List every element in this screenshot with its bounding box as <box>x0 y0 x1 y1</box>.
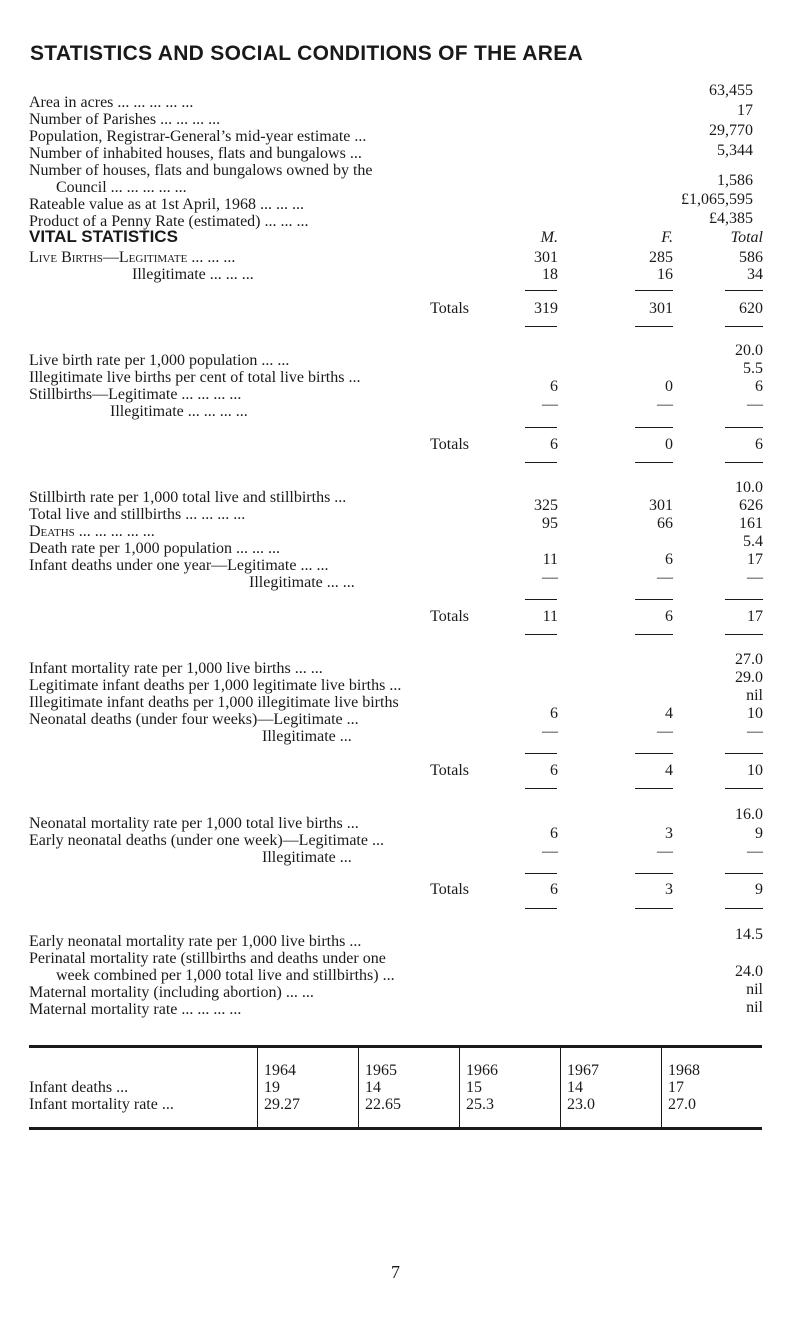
live-births-illegit-label: Illegitimate ... ... ... <box>132 266 254 283</box>
early-neo-total-m: 6 <box>550 881 558 898</box>
table-row <box>29 1079 762 1096</box>
rule <box>635 753 673 754</box>
live-birth-rate-label: Live birth rate per 1,000 population ... ... <box>29 352 290 369</box>
rule <box>635 290 673 291</box>
totals-label: Totals <box>430 608 469 625</box>
rule <box>725 908 763 909</box>
live-births-legit-label: Live Births—Legitimate ... ... ... <box>29 249 236 266</box>
rule <box>635 599 673 600</box>
rule <box>525 427 557 428</box>
rule <box>525 290 557 291</box>
maternal-rate-label: Maternal mortality rate ... ... ... ... <box>29 1001 242 1018</box>
rule <box>525 634 557 635</box>
early-neo-legit-t: 9 <box>755 825 763 842</box>
neonatal-total-m: 6 <box>550 762 558 779</box>
early-neo-illegit-t: — <box>747 843 763 860</box>
page-title: STATISTICS AND SOCIAL CONDITIONS OF THE AREA <box>30 42 583 65</box>
live-births-illegit-f: 16 <box>657 266 673 283</box>
year-cell: 1964 <box>258 1047 359 1080</box>
live-birth-rate-value: 20.0 <box>735 342 763 359</box>
col-head-f: F. <box>661 229 673 246</box>
year-row <box>29 1047 762 1080</box>
neonatal-legit-label: Neonatal deaths (under four weeks)—Legitimate ... <box>29 711 359 728</box>
maternal-mort-label: Maternal mortality (including abortion) ... ... <box>29 984 314 1001</box>
year-cell: 1966 <box>460 1047 561 1080</box>
council-houses-value: 1,586 <box>717 172 753 189</box>
neonatal-rate-value: 16.0 <box>735 806 763 823</box>
neonatal-legit-f: 4 <box>665 705 673 722</box>
legit-infant-rate-label: Legitimate infant deaths per 1,000 legitimate live births ... <box>29 677 402 694</box>
year-cell: 1967 <box>561 1047 662 1080</box>
rule <box>725 753 763 754</box>
population-value: 29,770 <box>709 122 753 139</box>
historical-table <box>29 1045 762 1130</box>
table-cell: 22.65 <box>359 1096 460 1129</box>
infant-illegit-label: Illegitimate ... ... <box>249 574 355 591</box>
rule <box>725 873 763 874</box>
illegit-pct-value: 5.5 <box>743 360 763 377</box>
maternal-rate-value: nil <box>746 999 763 1016</box>
area-value: 63,455 <box>709 82 753 99</box>
totals-label: Totals <box>430 881 469 898</box>
col-head-total: Total <box>730 229 763 246</box>
rateable-value-label: Rateable value as at 1st April, 1968 ... ... ... <box>29 196 305 213</box>
table-cell: 19 <box>258 1079 359 1096</box>
neonatal-total-f: 4 <box>665 762 673 779</box>
stillbirths-total-t: 6 <box>755 436 763 453</box>
illegit-infant-rate-label: Illegitimate infant deaths per 1,000 illegitimate live births <box>29 694 399 711</box>
infant-total-f: 6 <box>665 608 673 625</box>
row-label: Infant deaths ... <box>29 1079 129 1096</box>
neonatal-illegit-m: — <box>542 723 558 740</box>
legit-infant-rate-value: 29.0 <box>735 669 763 686</box>
stillbirths-illegit-m: — <box>542 396 558 413</box>
rule <box>635 908 673 909</box>
infant-mort-rate-value: 27.0 <box>735 651 763 668</box>
rule <box>725 788 763 789</box>
infant-illegit-f: — <box>657 569 673 586</box>
perinatal-value: 24.0 <box>735 963 763 980</box>
council-houses-label: Number of houses, flats and bungalows owned by the <box>29 162 373 179</box>
live-births-total-m: 319 <box>534 300 558 317</box>
deaths-f: 66 <box>657 515 673 532</box>
table-cell: 29.27 <box>258 1096 359 1129</box>
rule <box>525 462 557 463</box>
council-label: Council ... ... ... ... ... <box>56 179 187 196</box>
deaths-label: Deaths ... ... ... ... ... <box>29 523 155 540</box>
death-rate-value: 5.4 <box>743 533 763 550</box>
early-neo-legit-label: Early neonatal deaths (under one week)—Legitimate ... <box>29 832 384 849</box>
rateable-value: £1,065,595 <box>681 191 753 208</box>
parishes-label: Number of Parishes ... ... ... ... <box>29 111 221 128</box>
neonatal-illegit-f: — <box>657 723 673 740</box>
neonatal-legit-m: 6 <box>550 705 558 722</box>
col-head-m: M. <box>540 229 558 246</box>
stillbirths-total-m: 6 <box>550 436 558 453</box>
table-row <box>29 1096 762 1129</box>
stillbirth-rate-label: Stillbirth rate per 1,000 total live and stillbirths ... <box>29 489 347 506</box>
neonatal-total-t: 10 <box>747 762 763 779</box>
rule <box>725 290 763 291</box>
houses-value: 5,344 <box>717 142 753 159</box>
neonatal-illegit-label: Illegitimate ... <box>262 728 352 745</box>
live-births-illegit-m: 18 <box>542 266 558 283</box>
infant-total-m: 11 <box>542 608 558 625</box>
stillbirths-illegit-f: — <box>657 396 673 413</box>
early-neo-legit-f: 3 <box>665 825 673 842</box>
early-neo-rate-value: 14.5 <box>735 926 763 943</box>
deaths-m: 95 <box>542 515 558 532</box>
totals-label: Totals <box>430 300 469 317</box>
live-births-total-f: 301 <box>649 300 673 317</box>
table-cell: 14 <box>359 1079 460 1096</box>
rule <box>635 326 673 327</box>
rule <box>725 599 763 600</box>
stillbirths-legit-f: 0 <box>665 378 673 395</box>
rule <box>635 427 673 428</box>
stillbirths-illegit-label: Illegitimate ... ... ... ... <box>110 403 248 420</box>
early-neo-total-f: 3 <box>665 881 673 898</box>
stillbirth-rate-value: 10.0 <box>735 479 763 496</box>
live-births-total-t: 620 <box>739 300 763 317</box>
rule <box>635 462 673 463</box>
rule <box>525 326 557 327</box>
population-label: Population, Registrar-General’s mid-year estimate ... <box>29 128 367 145</box>
total-live-still-m: 325 <box>534 497 558 514</box>
neonatal-rate-label: Neonatal mortality rate per 1,000 total live births ... <box>29 815 359 832</box>
rule <box>525 873 557 874</box>
table-cell: 23.0 <box>561 1096 662 1129</box>
totals-label: Totals <box>430 436 469 453</box>
penny-rate-value: £4,385 <box>709 210 753 227</box>
table-cell: 25.3 <box>460 1096 561 1129</box>
penny-rate-label: Product of a Penny Rate (estimated) ... ... ... <box>29 213 309 230</box>
death-rate-label: Death rate per 1,000 population ... ... ... <box>29 540 281 557</box>
live-births-legit-f: 285 <box>649 249 673 266</box>
maternal-mort-value: nil <box>746 981 763 998</box>
vital-statistics-heading: VITAL STATISTICS <box>29 227 178 246</box>
rule <box>525 599 557 600</box>
stillbirths-total-f: 0 <box>665 436 673 453</box>
empty-cell <box>29 1047 258 1080</box>
early-neo-illegit-label: Illegitimate ... <box>262 849 352 866</box>
live-births-legit-m: 301 <box>534 249 558 266</box>
rule <box>725 326 763 327</box>
neonatal-legit-t: 10 <box>747 705 763 722</box>
neonatal-illegit-t: — <box>747 723 763 740</box>
live-births-illegit-t: 34 <box>747 266 763 283</box>
illegit-infant-rate-value: nil <box>746 687 763 704</box>
infant-illegit-t: — <box>747 569 763 586</box>
illegit-pct-label: Illegitimate live births per cent of total live births ... <box>29 369 361 386</box>
row-label: Infant mortality rate ... <box>29 1096 174 1113</box>
area-label: Area in acres ... ... ... ... ... <box>29 94 194 111</box>
table-cell: 15 <box>460 1079 561 1096</box>
rule <box>525 908 557 909</box>
stillbirths-illegit-t: — <box>747 396 763 413</box>
infant-mort-rate-label: Infant mortality rate per 1,000 live births ... ... <box>29 660 323 677</box>
early-neo-legit-m: 6 <box>550 825 558 842</box>
rule <box>725 634 763 635</box>
rule <box>725 427 763 428</box>
infant-legit-f: 6 <box>665 551 673 568</box>
infant-total-t: 17 <box>747 608 763 625</box>
infant-legit-m: 11 <box>542 551 558 568</box>
stillbirths-legit-m: 6 <box>550 378 558 395</box>
rule <box>725 462 763 463</box>
year-cell: 1968 <box>662 1047 763 1080</box>
deaths-t: 161 <box>739 515 763 532</box>
rule <box>635 873 673 874</box>
houses-label: Number of inhabited houses, flats and bungalows ... <box>29 145 362 162</box>
table-cell: 14 <box>561 1079 662 1096</box>
table-cell: 27.0 <box>662 1096 763 1129</box>
total-live-still-label: Total live and stillbirths ... ... ... ... <box>29 506 246 523</box>
year-cell: 1965 <box>359 1047 460 1080</box>
perinatal-label-1: Perinatal mortality rate (stillbirths and deaths under one <box>29 950 386 967</box>
live-births-legit-t: 586 <box>739 249 763 266</box>
stillbirths-legit-t: 6 <box>755 378 763 395</box>
rule <box>635 634 673 635</box>
early-neo-illegit-m: — <box>542 843 558 860</box>
infant-legit-t: 17 <box>747 551 763 568</box>
early-neo-rate-label: Early neonatal mortality rate per 1,000 live births ... <box>29 933 362 950</box>
perinatal-label-2: week combined per 1,000 total live and stillbirths) ... <box>56 967 395 984</box>
rule <box>525 753 557 754</box>
page-number: 7 <box>391 1262 400 1282</box>
stillbirths-legit-label: Stillbirths—Legitimate ... ... ... ... <box>29 386 242 403</box>
parishes-value: 17 <box>737 102 753 119</box>
totals-label: Totals <box>430 762 469 779</box>
total-live-still-t: 626 <box>739 497 763 514</box>
rule <box>525 788 557 789</box>
early-neo-illegit-f: — <box>657 843 673 860</box>
rule <box>635 788 673 789</box>
early-neo-total-t: 9 <box>755 881 763 898</box>
infant-illegit-m: — <box>542 569 558 586</box>
infant-legit-label: Infant deaths under one year—Legitimate ... ... <box>29 557 329 574</box>
table-cell: 17 <box>662 1079 763 1096</box>
total-live-still-f: 301 <box>649 497 673 514</box>
